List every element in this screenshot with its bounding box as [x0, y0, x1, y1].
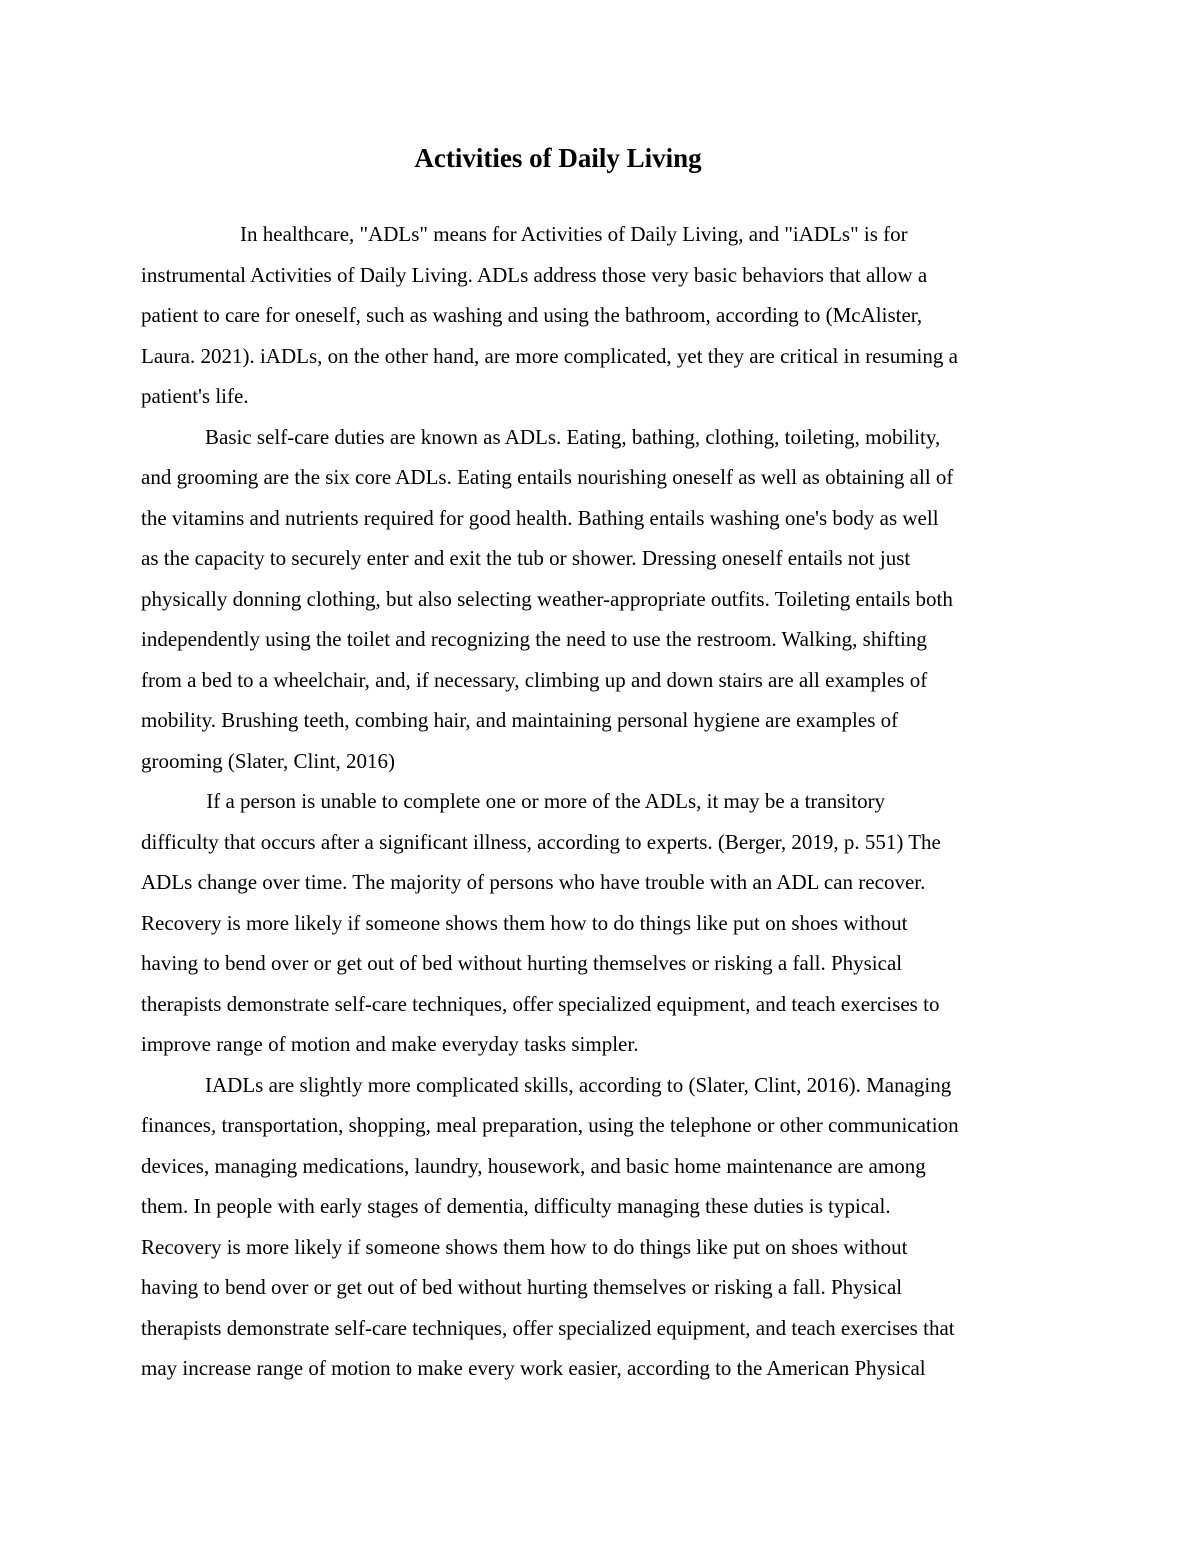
paragraph-1-line-5: patient's life.	[141, 384, 249, 408]
paragraph-3-line-2: difficulty that occurs after a significant illness, according to experts. (Berger, 2019, p. 551) The	[141, 829, 941, 854]
paragraph-2-line-4: as the capacity to securely enter and exit the tub or shower. Dressing oneself entails not just	[141, 546, 911, 570]
paragraph-2-line-1: Basic self-care duties are known as ADLs. Eating, bathing, clothing, toileting, mobility,	[205, 424, 941, 449]
paragraph-2-line-2: and grooming are the six core ADLs. Eating entails nourishing oneself as well as obtaining all of	[141, 465, 954, 489]
paragraph-3-line-3: ADLs change over time. The majority of persons who have trouble with an ADL can recover.	[141, 870, 926, 894]
paragraph-4-line-3: devices, managing medications, laundry, housework, and basic home maintenance are among	[141, 1153, 926, 1178]
paragraph-2-line-7: from a bed to a wheelchair, and, if necessary, climbing up and down stairs are all examples of	[141, 667, 928, 692]
paragraph-3-line-6: therapists demonstrate self-care techniques, offer specialized equipment, and teach exercises to	[141, 991, 940, 1016]
paragraph-4	[141, 1065, 1076, 1389]
paragraph-2-line-3: the vitamins and nutrients required for good health. Bathing entails washing one's body as well	[141, 505, 939, 530]
paragraph-2	[141, 417, 1076, 782]
document-title: Activities of Daily Living	[414, 143, 702, 173]
paragraph-3-line-1: If a person is unable to complete one or more of the ADLs, it may be a transitory	[201, 789, 886, 813]
document-body	[141, 214, 1076, 1389]
paragraph-2-line-6: independently using the toilet and recognizing the need to use the restroom. Walking, shifting	[141, 627, 927, 651]
paragraph-1	[141, 214, 1076, 417]
paragraph-2-line-9: grooming (Slater, Clint, 2016)	[141, 748, 396, 773]
paragraph-4-line-4: them. In people with early stages of dementia, difficulty managing these duties is typical.	[141, 1194, 891, 1218]
paragraph-1-line-4: Laura. 2021). iADLs, on the other hand, are more complicated, yet they are critical in resuming a	[141, 343, 958, 368]
paragraph-2-line-8: mobility. Brushing teeth, combing hair, and maintaining personal hygiene are examples of	[141, 708, 899, 732]
paragraph-4-line-6: having to bend over or get out of bed without hurting themselves or risking a fall. Physical	[141, 1275, 903, 1299]
paragraph-1-line-3: patient to care for oneself, such as washing and using the bathroom, according to (McAlister,	[141, 303, 923, 327]
paragraph-1-line-2: instrumental Activities of Daily Living. ADLs address those very basic behaviors that allow a	[141, 262, 928, 287]
paragraph-3-line-7: improve range of motion and make everyday tasks simpler.	[141, 1032, 639, 1056]
paragraph-4-line-2: finances, transportation, shopping, meal preparation, using the telephone or other communication	[141, 1113, 959, 1137]
paragraph-4-line-7: therapists demonstrate self-care techniques, offer specialized equipment, and teach exercises that	[141, 1315, 955, 1340]
paragraph-2-line-5: physically donning clothing, but also selecting weather-appropriate outfits. Toileting entails both	[141, 586, 953, 611]
paragraph-3-line-5: having to bend over or get out of bed without hurting themselves or risking a fall. Physical	[141, 951, 903, 975]
paragraph-4-line-1: IADLs are slightly more complicated skills, according to (Slater, Clint, 2016). Managing	[205, 1072, 952, 1097]
paragraph-4-line-5: Recovery is more likely if someone shows them how to do things like put on shoes without	[141, 1234, 908, 1259]
paragraph-3	[141, 781, 1076, 1065]
paragraph-1-line-1: In healthcare, "ADLs" means for Activities of Daily Living, and "iADLs" is for	[240, 222, 908, 246]
paragraph-4-line-8: may increase range of motion to make every work easier, according to the American Physical	[141, 1356, 926, 1380]
paragraph-3-line-4: Recovery is more likely if someone shows them how to do things like put on shoes without	[141, 910, 908, 935]
